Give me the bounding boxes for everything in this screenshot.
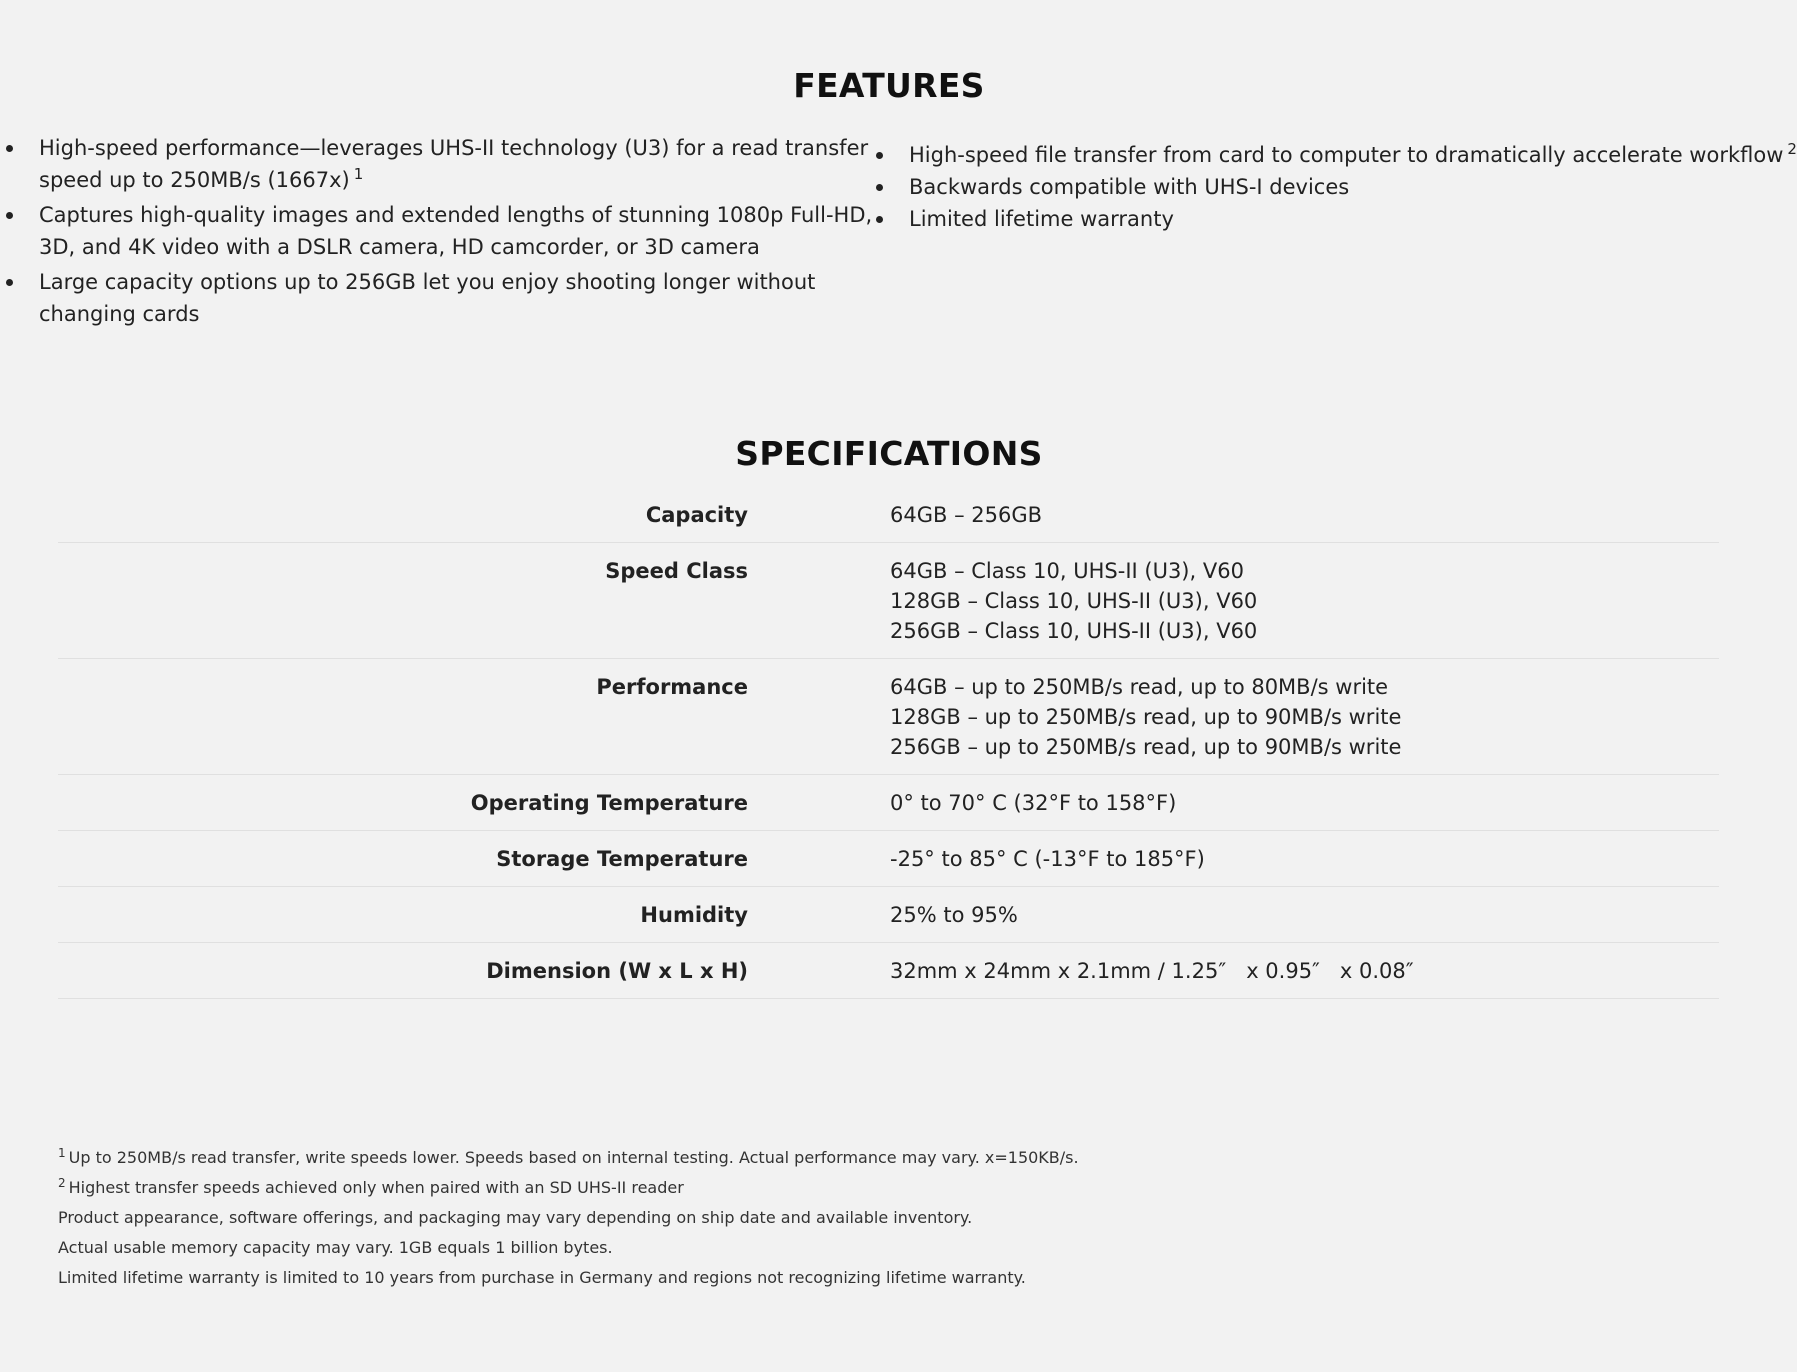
feature-text: High-speed file transfer from card to computer to dramatically accelerate workflow — [909, 143, 1784, 167]
spec-values — [890, 500, 1042, 530]
spec-value: 64GB – 256GB — [890, 503, 1043, 527]
feature-item — [892, 171, 1732, 203]
spec-value: 64GB – Class 10, UHS-II (U3), V60 — [890, 559, 1244, 583]
spec-row-dimension — [58, 943, 1719, 999]
specifications-table — [58, 487, 1719, 999]
spec-value: 128GB – Class 10, UHS-II (U3), V60 — [890, 589, 1258, 613]
feature-item — [22, 199, 884, 263]
disclaimer-appearance — [58, 1206, 1718, 1229]
spec-value: 256GB – up to 250MB/s read, up to 90MB/s write — [890, 735, 1402, 759]
spec-value: 25% to 95% — [890, 903, 1018, 927]
spec-label: Dimension (W x L x H) — [486, 959, 748, 983]
footnote-1 — [58, 1146, 1718, 1169]
feature-text: Large capacity options up to 256GB let you enjoy shooting longer without changing cards — [39, 270, 816, 326]
features-heading: FEATURES — [793, 66, 985, 105]
spec-label: Operating Temperature — [470, 791, 748, 815]
spec-value: 0° to 70° C (32°F to 158°F) — [890, 791, 1177, 815]
footnote-marker: 2 — [58, 1175, 66, 1190]
spec-values — [890, 556, 1257, 646]
spec-values — [890, 788, 1176, 818]
features-list-right — [892, 139, 1797, 235]
footnote-text: Limited lifetime warranty is limited to 10 years from purchase in Germany and regions not recognizing lifetime warranty. — [58, 1268, 1026, 1287]
spec-value: 256GB – Class 10, UHS-II (U3), V60 — [890, 619, 1258, 643]
disclaimer-capacity — [58, 1236, 1718, 1259]
feature-text: Limited lifetime warranty — [909, 207, 1174, 231]
features-list-left — [22, 132, 884, 333]
spec-value: -25° to 85° C (-13°F to 185°F) — [890, 847, 1205, 871]
spec-label: Speed Class — [605, 559, 748, 583]
spec-row-speed-class — [58, 543, 1719, 659]
feature-text: High-speed performance—leverages UHS-II technology (U3) for a read transfer speed up to 250MB/s (1667x) — [39, 136, 869, 192]
feature-text: Backwards compatible with UHS-I devices — [909, 175, 1350, 199]
feature-text: Captures high-quality images and extended lengths of stunning 1080p Full-HD, 3D, and 4K video with a DSLR camera, HD camcorder, or 3D camera — [39, 203, 873, 259]
specifications-heading: SPECIFICATIONS — [735, 434, 1043, 473]
feature-item — [22, 266, 884, 330]
spec-row-storage-temperature — [58, 831, 1719, 887]
footnote-text: Up to 250MB/s read transfer, write speeds lower. Speeds based on internal testing. Actual performance may vary. x=150KB/s. — [68, 1148, 1079, 1167]
spec-row-capacity — [58, 487, 1719, 543]
footnote-text: Highest transfer speeds achieved only when paired with an SD UHS-II reader — [68, 1178, 684, 1197]
footnote-ref: 2 — [1787, 140, 1797, 158]
spec-value: 32mm x 24mm x 2.1mm / 1.25″ x 0.95″ x 0.08″ — [890, 959, 1414, 983]
spec-values — [890, 844, 1205, 874]
footnote-text: Product appearance, software offerings, and packaging may vary depending on ship date and available inventory. — [58, 1208, 973, 1227]
feature-item — [892, 139, 1797, 171]
footnote-ref: 1 — [353, 165, 364, 183]
feature-item — [892, 203, 1732, 235]
spec-label: Performance — [596, 675, 748, 699]
spec-row-operating-temperature — [58, 775, 1719, 831]
footnote-text: Actual usable memory capacity may vary. 1GB equals 1 billion bytes. — [58, 1238, 613, 1257]
spec-label: Humidity — [640, 903, 748, 927]
spec-value: 128GB – up to 250MB/s read, up to 90MB/s write — [890, 705, 1402, 729]
spec-value: 64GB – up to 250MB/s read, up to 80MB/s write — [890, 675, 1389, 699]
feature-item — [22, 132, 884, 196]
footnote-marker: 1 — [58, 1145, 66, 1160]
spec-label: Capacity — [645, 503, 748, 527]
spec-row-performance — [58, 659, 1719, 775]
footnotes — [58, 1146, 1718, 1296]
footnote-2 — [58, 1176, 1718, 1199]
spec-label: Storage Temperature — [496, 847, 748, 871]
disclaimer-warranty — [58, 1266, 1718, 1289]
spec-values — [890, 956, 1414, 986]
spec-values — [890, 672, 1401, 762]
spec-values — [890, 900, 1018, 930]
spec-row-humidity — [58, 887, 1719, 943]
